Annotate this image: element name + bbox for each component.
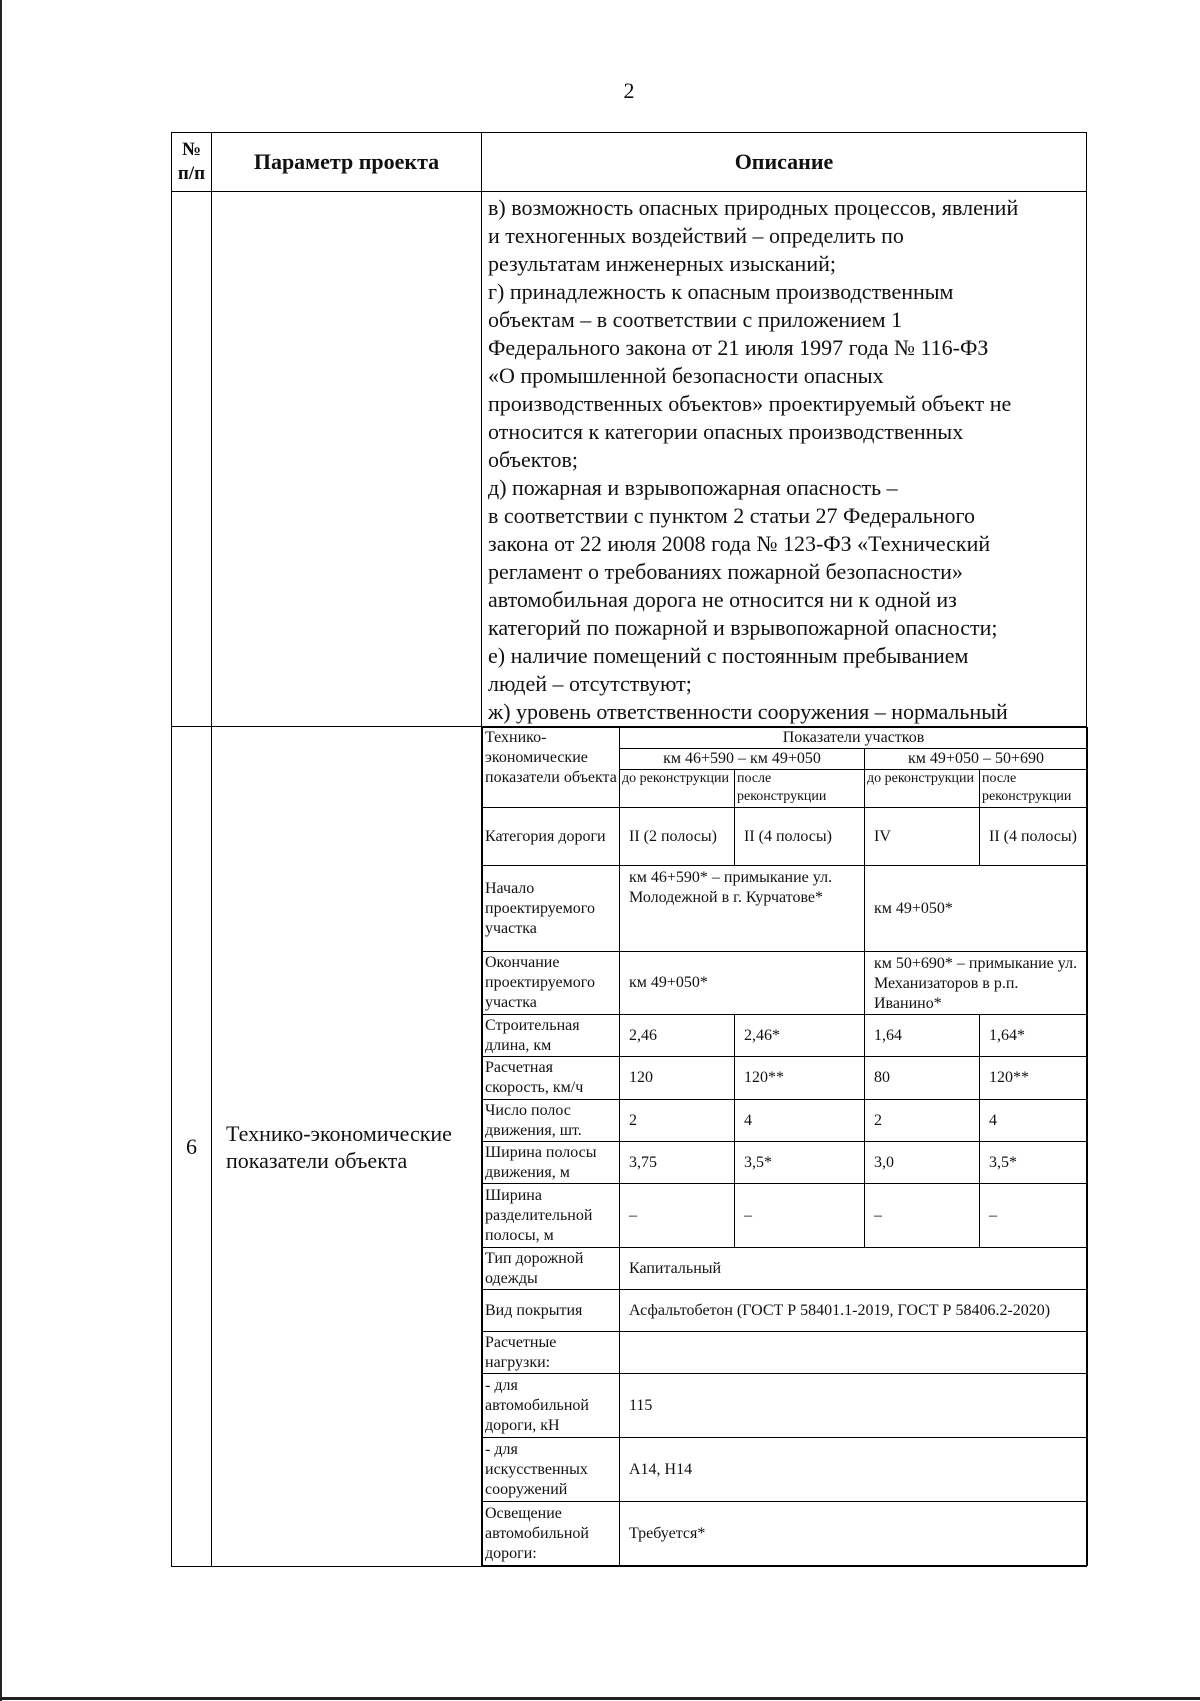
row-tep-parameter: Технико-экономические показатели объекта [212,727,482,1567]
description-line: «О промышленной безопасности опасных [488,363,884,388]
tep-before-2: до реконструкции [865,770,980,808]
row-tep-description [482,727,1087,1567]
description-line: д) пожарная и взрывопожарная опасность – [488,475,898,500]
tep-row-load-road [483,1374,1088,1438]
tep-label-category: Категория дороги [483,808,620,866]
tep-label-surface: Вид покрытия [483,1290,620,1332]
tep-cell: 2,46 [620,1015,735,1057]
tep-cell: 1,64 [865,1015,980,1057]
tep-row-lane-width [483,1142,1088,1184]
header-number: № п/п [172,133,212,192]
tep-row-loads [483,1332,1088,1374]
tep-label-end: Окончание проектируемого участка [483,952,620,1015]
tep-cell: 1,64* [980,1015,1088,1057]
header-parameter: Параметр проекта [212,133,482,192]
tep-cell: 2 [620,1100,735,1142]
header-description: Описание [482,133,1087,192]
tep-cell: Капитальный [620,1248,1088,1290]
tep-label-lane-width: Ширина полосы движения, м [483,1142,620,1184]
tep-group-label: Показатели участков [620,728,1088,749]
tep-cell: 80 [865,1057,980,1100]
row-continued-description [482,192,1087,727]
tep-cell: 2,46* [735,1015,865,1057]
description-line: результатам инженерных изысканий; [488,251,836,276]
page-edge-left [0,0,2,1701]
tep-cell: 3,75 [620,1142,735,1184]
row-continued-parameter [212,192,482,727]
tep-cell: Асфальтобетон (ГОСТ Р 58401.1-2019, ГОСТ Р 58406.2-2020) [620,1290,1088,1332]
page-number: 2 [623,78,635,103]
tep-cell: 3,0 [865,1142,980,1184]
tep-table [482,727,1088,1566]
description-line: в) возможность опасных природных процессов, явлений [488,195,1019,220]
tep-cell: км 50+690* – примыкание ул. Механизаторов в р.п. Иванино* [865,952,1088,1015]
row-continued [172,192,1087,727]
tep-after-2: после реконструкции [980,770,1088,808]
tep-section-2: км 49+050 – 50+690 [865,749,1088,770]
tep-cell: 3,5* [735,1142,865,1184]
tep-row-surface [483,1290,1088,1332]
tep-cell: км 46+590* – примыкание ул. Молодежной в г. Курчатове* [620,866,865,952]
tep-row-length [483,1015,1088,1057]
page-edge-bottom [0,1697,1200,1700]
tep-row-lighting [483,1502,1088,1566]
tep-cell: Требуется* [620,1502,1088,1566]
tep-label-start: Начало проектируемого участка [483,866,620,952]
description-line: в соответствии с пунктом 2 статьи 27 Федерального [488,503,976,528]
tep-label-load-struct: - для искусственных сооружений [483,1438,620,1502]
tep-cell: 3,5* [980,1142,1088,1184]
tep-after-1: после реконструкции [735,770,865,808]
tep-section-1: км 46+590 – км 49+050 [620,749,865,770]
tep-label-median: Ширина разделительной полосы, м [483,1184,620,1248]
tep-corner-label: Технико-экономические показатели объекта [483,728,620,808]
tep-row-start [483,866,1088,952]
description-line: людей – отсутствуют; [488,671,692,696]
description-line: объектам – в соответствии с приложением 1 [488,307,903,332]
tep-row-category [483,808,1088,866]
tep-cell: – [620,1184,735,1248]
tep-cell: 120** [735,1057,865,1100]
tep-cell: 4 [980,1100,1088,1142]
tep-cell: 4 [735,1100,865,1142]
description-line: автомобильная дорога не относится ни к одной из [488,587,957,612]
tep-row-end [483,952,1088,1015]
header-row [172,133,1087,192]
tep-cell: 120 [620,1057,735,1100]
tep-cell: 115 [620,1374,1088,1438]
description-line: закона от 22 июля 2008 года № 123-ФЗ «Технический [488,531,991,556]
row-tep [172,727,1087,1567]
tep-cell [620,1332,1088,1374]
tep-cell: IV [865,808,980,866]
tep-row-lanes [483,1100,1088,1142]
project-parameters-table [171,132,1087,1567]
tep-cell: км 49+050* [865,866,1088,952]
tep-row-speed [483,1057,1088,1100]
tep-label-lighting: Освещение автомобильной дороги: [483,1502,620,1566]
tep-label-lanes: Число полос движения, шт. [483,1100,620,1142]
tep-cell: А14, Н14 [620,1438,1088,1502]
tep-before-1: до реконструкции [620,770,735,808]
tep-cell: км 49+050* [620,952,865,1015]
row-tep-number: 6 [172,727,212,1567]
description-line: ж) уровень ответственности сооружения – нормальный [488,699,1008,724]
description-line: Федерального закона от 21 июля 1997 года № 116-ФЗ [488,335,989,360]
tep-label-pavement: Тип дорожной одежды [483,1248,620,1290]
description-line: регламент о требованиях пожарной безопасности» [488,559,963,584]
tep-cell: II (4 полосы) [980,808,1088,866]
tep-row-pavement [483,1248,1088,1290]
description-line: объектов; [488,447,579,472]
description-line: категорий по пожарной и взрывопожарной опасности; [488,615,998,640]
tep-label-load-road: - для автомобильной дороги, кН [483,1374,620,1438]
tep-row-median [483,1184,1088,1248]
description-line: е) наличие помещений с постоянным пребыванием [488,643,969,668]
description-line: относится к категории опасных производственных [488,419,964,444]
tep-label-speed: Расчетная скорость, км/ч [483,1057,620,1100]
tep-cell: – [735,1184,865,1248]
tep-label-length: Строительная длина, км [483,1015,620,1057]
description-line: производственных объектов» проектируемый объект не [488,391,1012,416]
tep-cell: – [865,1184,980,1248]
tep-cell: II (2 полосы) [620,808,735,866]
tep-cell: 120** [980,1057,1088,1100]
row-continued-number [172,192,212,727]
tep-row-load-struct [483,1438,1088,1502]
tep-cell: 2 [865,1100,980,1142]
description-line: и техногенных воздействий – определить по [488,223,904,248]
tep-cell: – [980,1184,1088,1248]
tep-cell: II (4 полосы) [735,808,865,866]
tep-header-row [483,728,1088,749]
description-line: г) принадлежность к опасным производственным [488,279,954,304]
tep-label-loads: Расчетные нагрузки: [483,1332,620,1374]
